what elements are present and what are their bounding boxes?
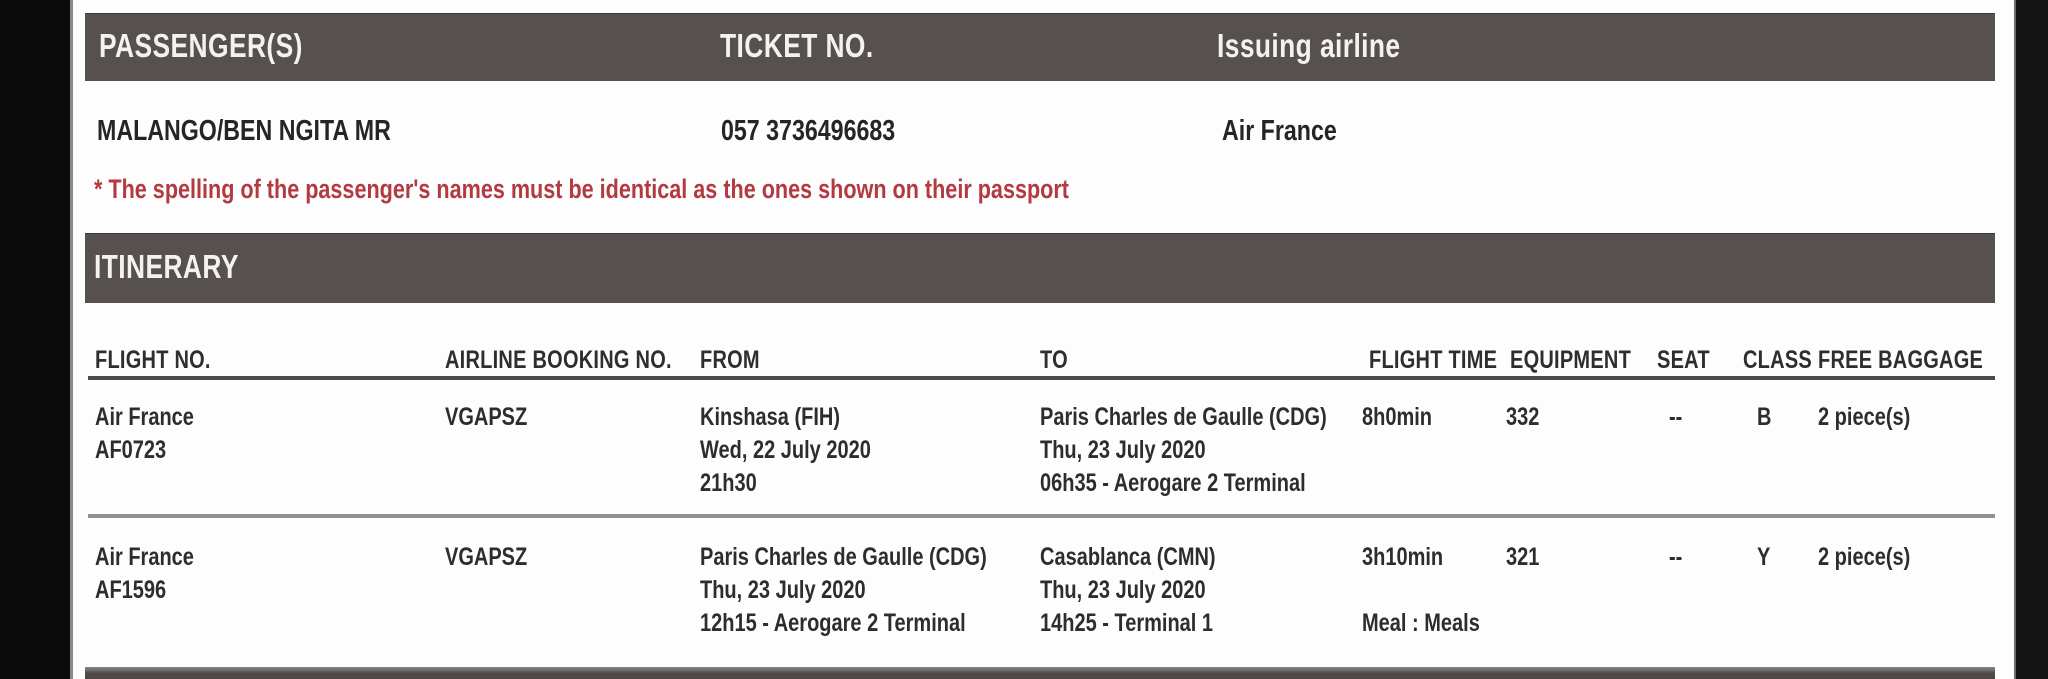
to-time: 14h25 - Terminal 1 bbox=[1040, 609, 1214, 637]
to-date: Thu, 23 July 2020 bbox=[1040, 436, 1206, 464]
booking-code: VGAPSZ bbox=[445, 543, 528, 571]
left-black-border bbox=[0, 0, 73, 679]
flight-airline: Air France bbox=[95, 403, 194, 431]
free-baggage: 2 piece(s) bbox=[1818, 403, 1911, 431]
flight-time: 8h0min bbox=[1362, 403, 1433, 431]
class: B bbox=[1757, 403, 1772, 431]
flight-airline: Air France bbox=[95, 543, 194, 571]
itinerary-section-header-bar bbox=[85, 233, 1995, 303]
ticket-no-column-header: TICKET NO. bbox=[720, 27, 874, 65]
equipment: 332 bbox=[1506, 403, 1540, 431]
equipment: 321 bbox=[1506, 543, 1540, 571]
col-header-free-baggage: FREE BAGGAGE bbox=[1818, 346, 1984, 374]
issuing-airline-column-header: Issuing airline bbox=[1217, 27, 1401, 65]
free-baggage: 2 piece(s) bbox=[1818, 543, 1911, 571]
from-airport: Paris Charles de Gaulle (CDG) bbox=[700, 543, 987, 571]
to-airport: Casablanca (CMN) bbox=[1040, 543, 1216, 571]
booking-code: VGAPSZ bbox=[445, 403, 528, 431]
from-airport: Kinshasa (FIH) bbox=[700, 403, 841, 431]
from-date: Thu, 23 July 2020 bbox=[700, 576, 866, 604]
passport-spelling-note: * The spelling of the passenger's names must be identical as the ones shown on their passport bbox=[94, 174, 1069, 204]
col-header-class: CLASS bbox=[1743, 346, 1812, 374]
col-header-booking-no: AIRLINE BOOKING NO. bbox=[445, 346, 672, 374]
col-header-to: TO bbox=[1040, 346, 1068, 374]
from-time: 21h30 bbox=[700, 469, 757, 497]
issuing-airline: Air France bbox=[1222, 115, 1337, 147]
col-header-flight-no: FLIGHT NO. bbox=[95, 346, 211, 374]
seat: -- bbox=[1669, 543, 1683, 571]
flight-number: AF0723 bbox=[95, 436, 167, 464]
to-date: Thu, 23 July 2020 bbox=[1040, 576, 1206, 604]
col-header-seat: SEAT bbox=[1657, 346, 1710, 374]
class: Y bbox=[1757, 543, 1771, 571]
from-date: Wed, 22 July 2020 bbox=[700, 436, 871, 464]
row-divider bbox=[88, 514, 1995, 518]
col-header-from: FROM bbox=[700, 346, 760, 374]
col-header-flight-time: FLIGHT TIME bbox=[1369, 346, 1498, 374]
itinerary-title: ITINERARY bbox=[94, 248, 239, 286]
right-black-border bbox=[2014, 0, 2048, 679]
meal-info: Meal : Meals bbox=[1362, 609, 1480, 637]
col-header-equipment: EQUIPMENT bbox=[1510, 346, 1632, 374]
next-section-header-bar-cutoff bbox=[85, 667, 1995, 679]
flight-number: AF1596 bbox=[95, 576, 167, 604]
to-airport: Paris Charles de Gaulle (CDG) bbox=[1040, 403, 1327, 431]
flight-time: 3h10min bbox=[1362, 543, 1444, 571]
seat: -- bbox=[1669, 403, 1683, 431]
to-time: 06h35 - Aerogare 2 Terminal bbox=[1040, 469, 1306, 497]
passenger-name: MALANGO/BEN NGITA MR bbox=[97, 115, 391, 147]
ticket-number: 057 3736496683 bbox=[721, 115, 896, 147]
table-header-divider bbox=[88, 376, 1995, 380]
passenger-section-header-bar bbox=[85, 13, 1995, 81]
from-time: 12h15 - Aerogare 2 Terminal bbox=[700, 609, 966, 637]
passengers-column-header: PASSENGER(S) bbox=[99, 27, 303, 65]
